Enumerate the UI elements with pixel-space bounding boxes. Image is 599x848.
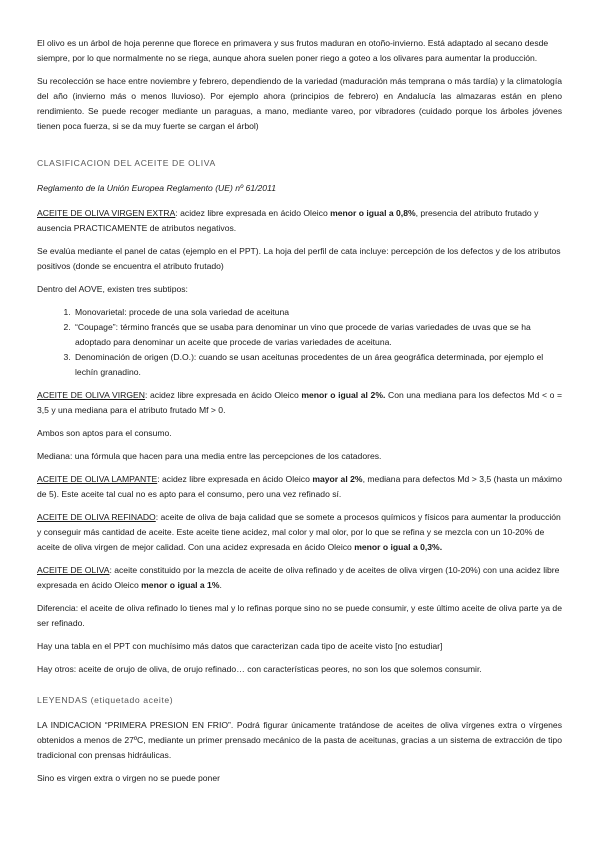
intro-paragraph-2: Su recolección se hace entre noviembre y febrero, dependiendo de la variedad (maduración más temprana o más tardía) y la climatología del año (invierno más o menos lluvioso). Por ejemplo ahora (principios de febrero) en Andalucía las almazaras están en pleno rendimiento. Se puede recoger mediante un paraguas, a mano, mediante vareo, por vibradores (cuidado porque los árboles jóvenes tienen poca fuerza, si se da muy fuerte se cargan el árbol): [37, 76, 562, 131]
oliva-acidity: menor o igual a 1%: [141, 580, 220, 590]
intro-paragraph-1: El olivo es un árbol de hoja perenne que florece en primavera y sus frutos maduran en otoño-invierno. Está adaptado al secano desde siempre, por lo que normalmente no se riega, aunque ahora suelen poner riego a goteo a los olivares para aumentar la producción.: [37, 38, 549, 63]
virgen-acidity: menor o igual al 2%.: [301, 390, 386, 400]
lampante-text-1: : acidez libre expresada en ácido Oleico: [157, 474, 313, 484]
list-item: 2. “Coupage”: término francés que se usaba para denominar un vino que procede de varias variedades de uvas que se ha adoptado para denominar un aceite que procede de varias variedades de aceituna.: [73, 320, 562, 350]
reglamento-reference: Reglamento de la Unión Europea Reglamento (UE) nº 61/2011: [37, 183, 276, 193]
panel-catas-paragraph: Se evalúa mediante el panel de catas (ejemplo en el PPT). La hoja del perfil de cata incluye: percepción de los defectos y de los atributos positivos (donde se encuentra el atributo frutado): [37, 246, 561, 271]
refinado-definition: [37, 510, 562, 555]
aove-acidity: menor o igual a 0,8%: [330, 208, 416, 218]
list-item: 3. Denominación de origen (D.O.): cuando se usan aceitunas procedentes de un área geográfica determinada, por ejemplo el lechín granadino.: [73, 350, 562, 380]
list-item: 1. Monovarietal: procede de una sola variedad de aceituna: [73, 305, 562, 320]
refinado-text-1: : aceite de oliva de baja calidad que se somete a procesos químicos y físicos para aumentar la producción y conseguir más cantidad de aceite. Este aceite tiene acidez, mal color y mal olor, por lo que se refina y se mezcla con un 10-20% de aceite de oliva virgen de mejor calidad. Con una acidez expresada en ácido Oleico: [37, 512, 561, 552]
aove-text-1: : acidez libre expresada en ácido Oleico: [175, 208, 331, 218]
tabla-paragraph: Hay una tabla en el PPT con muchísimo más datos que caracterizan cada tipo de aceite visto [no estudiar]: [37, 641, 443, 651]
oliva-text-1: : aceite constituido por la mezcla de aceite de oliva refinado y de aceites de oliva virgen (10-20%) con una acidez libre expresada en ácido Oleico: [37, 565, 560, 590]
diferencia-paragraph: Diferencia: el aceite de oliva refinado lo tienes mal y lo refinas porque sino no se puede consumir, y este último aceite de oliva parte ya de ser refinado.: [37, 603, 562, 628]
leyendas-paragraph-2: Sino es virgen extra o virgen no se puede poner: [37, 773, 220, 783]
leyendas-paragraph-1: LA INDICACION “PRIMERA PRESION EN FRIO”. Podrá figurar únicamente tratándose de aceites de oliva vírgenes extra o vírgenes obtenidos a menos de 27ºC, mediante un primer prensado mecánico de la pasta de aceitunas, gracias a un sistema de extracción de tipo tradicional con prensas hidráulicas.: [37, 720, 562, 760]
aove-term: ACEITE DE OLIVA VIRGEN EXTRA: [37, 208, 176, 218]
refinado-acidity: menor o igual a 0,3%.: [354, 542, 443, 552]
section-heading-leyendas: LEYENDAS (etiquetado aceite): [37, 695, 174, 705]
subtipos-intro: Dentro del AOVE, existen tres subtipos:: [37, 284, 188, 294]
virgen-term: ACEITE DE OLIVA VIRGEN: [37, 390, 145, 400]
lampante-text-2: , mediana para defectos Md > 3,5 (hasta un máximo de 5). Este aceite tal cual no es apto para el consumo, pero una vez refinado sí.: [37, 474, 562, 499]
section-heading-clasificacion: CLASIFICACION DEL ACEITE DE OLIVA: [37, 158, 216, 168]
aove-text-2: , presencia del atributo frutado y ausencia PRACTICAMENTE de atributos negativos.: [37, 208, 539, 233]
oliva-text-2: .: [219, 580, 222, 590]
subtipos-list: [37, 305, 562, 380]
virgen-text-1: : acidez libre expresada en ácido Oleico: [144, 390, 302, 400]
lampante-term: ACEITE DE OLIVA LAMPANTE: [37, 474, 158, 484]
oliva-definition: [37, 563, 562, 593]
otros-paragraph: Hay otros: aceite de orujo de oliva, de orujo refinado… con características peores, no son los que solemos consumir.: [37, 664, 482, 674]
lampante-definition: [37, 472, 562, 502]
mediana-paragraph: Mediana: una fórmula que hacen para una media entre las percepciones de los catadores.: [37, 451, 382, 461]
aove-definition: [37, 206, 562, 236]
aptos-paragraph: Ambos son aptos para el consumo.: [37, 428, 172, 438]
virgen-text-2: Con una mediana para los defectos Md < o = 3,5 y una mediana para el atributo frutado Mf > 0.: [37, 390, 563, 415]
oliva-term: ACEITE DE OLIVA: [37, 565, 110, 575]
lampante-acidity: mayor al 2%: [312, 474, 363, 484]
virgen-definition: [37, 388, 562, 418]
refinado-term: ACEITE DE OLIVA REFINADO: [37, 512, 156, 522]
